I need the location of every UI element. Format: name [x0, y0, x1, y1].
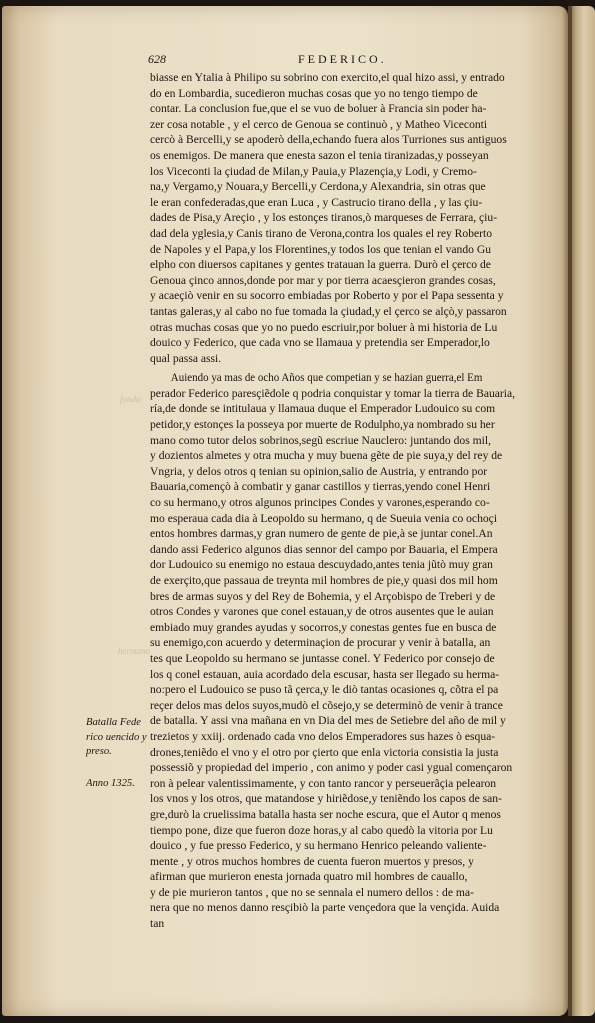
text-line: dad dela yglesia,y Canis tirano de Verona,contra los quales el rey Roberto [150, 226, 493, 240]
text-line: embiado muy grandes ayudas y socorros,y conestas gentes fue en busca de [150, 620, 497, 634]
text-line: zer cosa notable , y el cerco de Genoua se continuò , y Matheo Viceconti [150, 117, 488, 131]
text-line: Bauaria,començò à combatir y ganar castillos y tierras,yendo conel Henri [150, 480, 491, 494]
text-line: tiempo pone, dize que fueron doze horas,y al cabo quedò la vitoria por Lu [150, 823, 493, 837]
text-line: tes que Leopoldo su hermano se juntasse conel. Y Federico por consejo de [150, 651, 495, 665]
text-line: douico y Federico, que cada vno se llamaua y pretendia ser Emperador,lo [150, 336, 490, 350]
margin-note-battle [86, 716, 150, 760]
margin-note-line: Batalla Fede [86, 717, 142, 728]
text-line: otras muchas cosas que yo no puedo escriuir,por boluer à mi historia de Lu [150, 320, 498, 334]
text-line: possessiõ y propiedad del imperio , con animo y poder casi ygual començaron [150, 761, 513, 775]
text-line: mo esperaua cada dia à Leopoldo su hermano, q de Sueuia venia co ochoçi [150, 511, 498, 525]
text-line: biasse en Ytalia à Philipo su sobrino con exercito,el qual hizo assi, y entrado [150, 71, 505, 84]
body-text [150, 70, 554, 932]
text-line: Vngria, y delos otros q tenian su opinion,salio de Austria, y entrando por [150, 464, 488, 478]
text-line: los Viceconti la çiudad de Milan,y Pauia,y Plazençia,y Lodi, y Cremo- [150, 164, 477, 178]
margin-note-line: preso. [86, 746, 112, 757]
page-header [148, 52, 448, 70]
bleed-through-text: hermano [118, 646, 150, 656]
text-line: perador Federico paresçiẽdole q podria conquistar y tomar la tierra de Bauaria, [150, 386, 516, 400]
text-line: douico , y fue presso Federico, y su hermano Henrico peleando valiente- [150, 839, 487, 853]
text-line: otros Condes y varones que conel estauan,y de otros ausentes que le auian [150, 605, 494, 619]
text-line: entos hombres darmas,y gran numero de gente de pie,à se juntar conel.An [150, 527, 493, 541]
text-line: qual passa assi. [150, 351, 222, 365]
text-line: de batalla. Y assi vna mañana en vn Dia del mes de Setiebre del año de mil y [150, 714, 506, 728]
text-line: los q conel estauan, auia acordado dela escusar, hasta ser llegado su herma- [150, 667, 500, 681]
text-line: contar. La conclusion fue,que el se vuo de boluer à Francia sin poder ha- [150, 102, 487, 116]
text-line: tan [150, 917, 165, 931]
text-line: petidor,y estonçes la posseya por muerte de Rodulpho,ya nombrado su her [150, 418, 495, 432]
page-gutter-shadow [562, 0, 572, 1023]
text-line: dando assi Federico algunos dias sennor del campo por Bauaria, el Empera [150, 542, 498, 556]
text-line: os enemigos. De manera que enesta sazon el tenia tiranizadas,y posseyan [150, 148, 489, 162]
text-line: le eran confederadas,que eran Luca , y Castrucio tirano della , y las çiu- [150, 195, 483, 209]
text-line: de exerçito,que passaua de treynta mil hombres de pie,y quasi dos mil hom [150, 574, 498, 587]
margin-note-year [86, 777, 150, 792]
text-line: Genoua çinco annos,donde por mar y por tierra acaesçieron grandes cosas, [150, 273, 496, 287]
text-line: tantas galeras,y al cabo no fue tomada la çiudad,y el çerco se alçò,y passaron [150, 304, 507, 318]
page-number: 628 [148, 52, 166, 66]
text-line: ría,de donde se intitulaua y llamaua duque el Emperador Ludouico su com [150, 402, 496, 416]
text-line: Auiendo ya mas de ocho Años que competian y se hazian guerra,el Em [170, 371, 483, 385]
text-line: mente , y otros muchos hombres de cuenta fueron muertos y presos, y [150, 854, 474, 868]
text-line: afirman que murieron enesta jornada quatro mil hombres de cauallo, [150, 870, 468, 884]
text-line: elpho con diuersos capitanes y gentes tratauan la guerra. Durò el çerco de [150, 258, 491, 272]
margin-note-line: Anno 1325. [86, 778, 135, 789]
running-title: FEDERICO. [298, 52, 387, 66]
text-line: ron à pelear valentissimamente, y con tanto rancor y perseuerãçia pelearon [150, 776, 497, 790]
text-line: de Napoles y el Papa,y los Florentines,y todos los que tenian el vando Gu [150, 242, 491, 256]
text-line: co su hermano,y otros algunos principes Condes y varones,esperando co- [150, 496, 490, 510]
margin-note-line: rico uencido y [86, 731, 147, 743]
text-line: dor Ludouico su enemigo no estaua descuydado,antes tenia jũtò muy gran [150, 558, 493, 572]
text-line: no:pero el Ludouico se puso tã çerca,y le diò tantas ocasiones q, cõtra el pa [150, 683, 499, 697]
text-line: na,y Vergamo,y Nouara,y Bercelli,y Cerdona,y Alexandria, sin otras que [150, 180, 486, 194]
text-line: y acaeçiò venir en su socorro embiadas por Roberto y por el Papa sessenta y [150, 289, 504, 303]
text-line: do en Lombardia, sucedieron muchas cosas que yo no tengo tiempo de [150, 86, 478, 100]
text-line: bres de armas suyos y del Rey de Bohemia, y el Arçobispo de Treberi y de [150, 589, 496, 603]
text-line: y dozientos almetes y otra mucha y muy buena gẽte de pie suya,y del rey de [150, 449, 503, 463]
text-line: drones,teniẽdo el vno y el otro por çierto que enla victoria consistia la justa [150, 745, 499, 759]
text-line: su enemigo,con acuerdo y determinaçion de procurar y venir à batalla, an [150, 636, 491, 650]
text-line: reçer delos mas delos suyos,mudò el cõsejo,y se determinò de venir à trance [150, 698, 503, 712]
text-line: gre,durò la cruelissima batalla hasta ser noche escura, que el Autor q menos [150, 807, 501, 821]
text-line: los vnos y los otros, que matandose y hiriẽdose,y teniẽndo los capos de san- [150, 792, 502, 806]
text-line: cercò à Bercelli,y se apoderò della,echando fuera alos Turriones sus antiguos [150, 133, 507, 147]
text-line: y de pie murieron tantos , que no se sennala el numero dellos : de ma- [150, 885, 474, 899]
text-line: trezietos y xxiij. ordenado cada vno delos Emperadores sus hazes ò esqua- [150, 729, 496, 743]
text-line: mano como tutor delos sobrinos,segũ escriue Nauclero: juntando dos mil, [150, 433, 491, 447]
next-page-edge [568, 6, 595, 1016]
text-line: nera que no menos danno resçibiò la parte vençedora que la vençida. Auida [150, 901, 500, 915]
bleed-through-text: fonda [120, 394, 141, 404]
text-line: dades de Pisa,y Areçio , y los estonçes tiranos,ò marqueses de Ferrara, çiu- [150, 211, 498, 225]
